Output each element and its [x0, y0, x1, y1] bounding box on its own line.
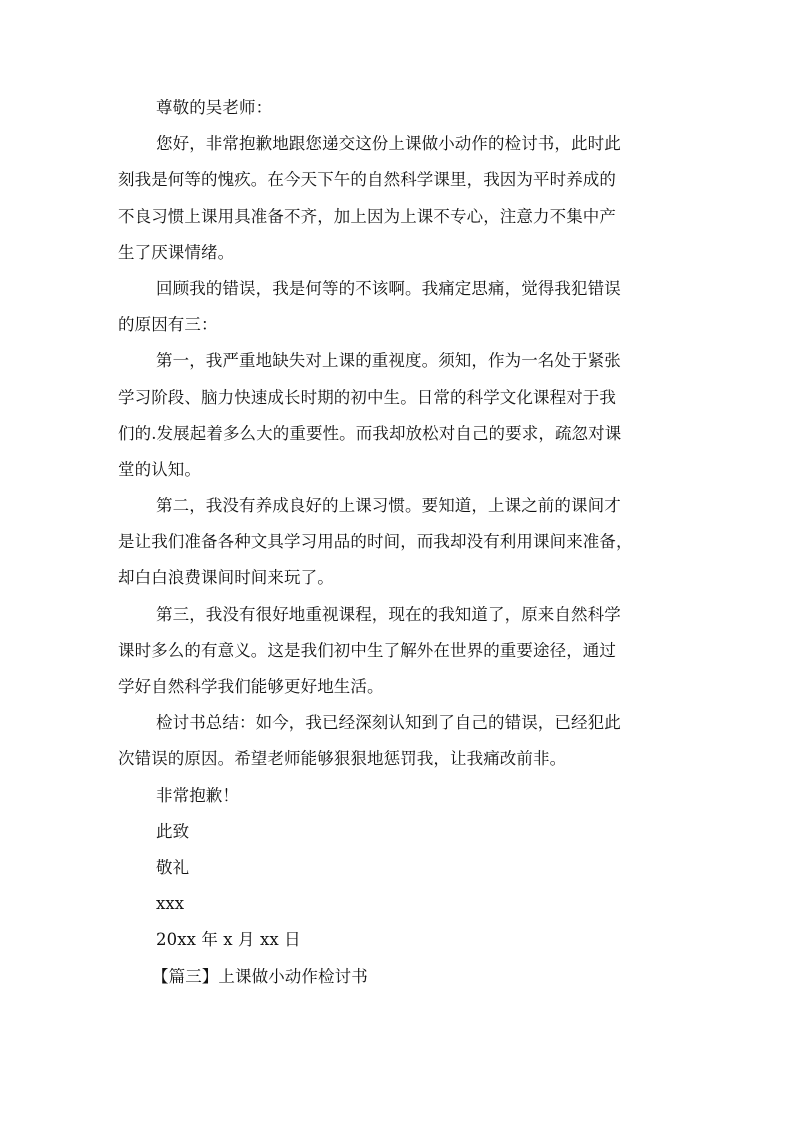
paragraph-6 — [118, 705, 678, 777]
paragraph-2 — [118, 271, 678, 343]
paragraph-line: 第二，我没有养成良好的上课习惯。要知道，上课之前的课间才 — [156, 496, 621, 516]
paragraph-line: 学习阶段、脑力快速成长时期的初中生。日常的科学文化课程对于我 — [118, 387, 616, 407]
paragraph-line: 课时多么的有意义。这是我们初中生了解外在世界的重要途径，通过 — [118, 640, 616, 660]
paragraph-line: 第三，我没有很好地重视课程，现在的我知道了，原来自然科学 — [156, 604, 621, 624]
paragraph-line: 生了厌课情绪。 — [118, 242, 235, 262]
salutation: 尊敬的吴老师： — [156, 98, 273, 117]
closing-jingli: 敬礼 — [156, 857, 190, 877]
paragraph-line: 回顾我的错误，我是何等的不该啊。我痛定思痛，觉得我犯错误 — [156, 278, 621, 298]
paragraph-line: 第一，我严重地缺失对上课的重视度。须知，作为一名处于紧张 — [156, 351, 621, 371]
paragraph-line: 是让我们准备各种文具学习用品的时间，而我却没有利用课间来准备， — [118, 532, 633, 552]
paragraph-line: 不良习惯上课用具准备不齐，加上因为上课不专心，注意力不集中产 — [118, 206, 616, 226]
paragraph-5 — [118, 597, 678, 706]
section-heading: 【篇三】上课做小动作检讨书 — [152, 966, 368, 986]
paragraph-line: 次错误的原因。希望老师能够狠狠地惩罚我，让我痛改前非。 — [118, 749, 567, 769]
paragraph-line: 学好自然科学我们能够更好地生活。 — [118, 677, 384, 696]
paragraph-line: 检讨书总结：如今，我已经深刻认知到了自己的错误，已经犯此 — [156, 713, 621, 733]
paragraph-line: 们的.发展起着多么大的重要性。而我却放松对自己的要求，疏忽对课 — [118, 423, 622, 443]
paragraph-line: 您好，非常抱歉地跟您递交这份上课做小动作的检讨书，此时此 — [156, 134, 621, 154]
letter-body — [118, 90, 678, 995]
closing-cizhi: 此致 — [156, 821, 190, 841]
signature: xxx — [156, 894, 185, 914]
apology-line: 非常抱歉！ — [156, 785, 239, 805]
paragraph-3 — [118, 343, 678, 488]
paragraph-line: 却白白浪费课间时间来玩了。 — [118, 568, 334, 588]
paragraph-line: 刻我是何等的愧疚。在今天下午的自然科学课里，我因为平时养成的 — [118, 170, 616, 190]
paragraph-1 — [118, 126, 678, 271]
paragraph-line: 堂的认知。 — [118, 459, 201, 479]
paragraph-line: 的原因有三： — [118, 315, 218, 335]
date-line: 20xx 年 x 月 xx 日 — [156, 930, 301, 950]
paragraph-4 — [118, 488, 678, 597]
